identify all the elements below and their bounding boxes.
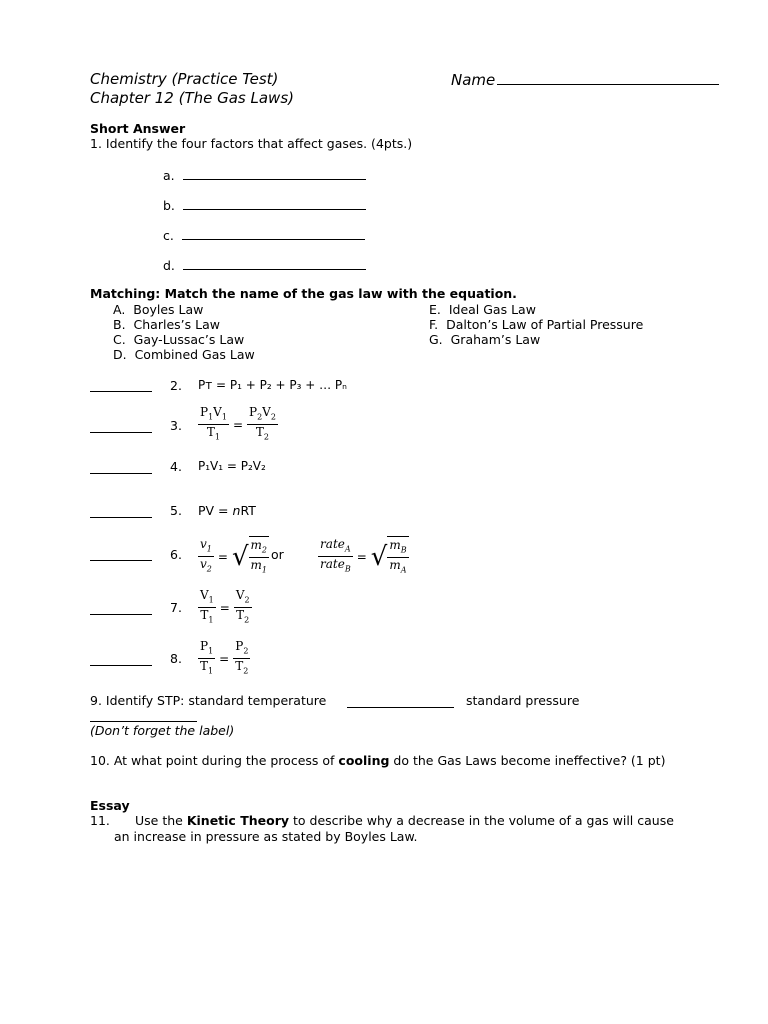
q11-text: to describe why a decrease in the volume of a gas will cause — [289, 813, 674, 828]
question-9: 9. Identify STP: standard temperature — [90, 693, 327, 708]
law-c — [113, 332, 244, 347]
pressure-blank — [90, 721, 197, 722]
law-letter: G. — [429, 332, 443, 347]
answer-blank-7 — [90, 614, 152, 615]
ideal-gas-equation — [198, 503, 256, 518]
law-name: Graham’s Law — [450, 332, 541, 347]
law-letter: D. — [113, 347, 127, 362]
law-f — [429, 317, 643, 332]
answer-blank-4 — [90, 473, 152, 474]
q10-text: 10. At what point during the process of — [90, 753, 339, 768]
answer-blank-8 — [90, 665, 152, 666]
gay-lussac-equation: $\frac{P_1}{T_1}$ = $\frac{P_2}{T_2}$ — [200, 639, 249, 676]
question-1: 1. Identify the four factors that affect gases. (4pts.) — [90, 136, 413, 151]
answer-blank — [182, 226, 365, 240]
question-6-number: 6. — [170, 547, 182, 562]
law-letter: C. — [113, 332, 126, 347]
answer-blank — [183, 256, 366, 270]
answer-b — [163, 196, 366, 213]
essay-heading: Essay — [90, 798, 130, 813]
option-label: b. — [163, 198, 175, 213]
answer-blank-2 — [90, 391, 152, 392]
law-name: Ideal Gas Law — [448, 302, 536, 317]
question-8-number: 8. — [170, 651, 182, 666]
answer-blank-3 — [90, 432, 152, 433]
q11-bold: Kinetic Theory — [186, 813, 290, 828]
law-name: Gay-Lussac’s Law — [133, 332, 245, 347]
law-d — [113, 347, 255, 362]
question-4-number: 4. — [170, 459, 182, 474]
answer-d — [163, 256, 366, 273]
answer-blank-5 — [90, 517, 152, 518]
or-text: or — [271, 547, 284, 562]
law-letter: F. — [429, 317, 439, 332]
answer-blank-6 — [90, 560, 152, 561]
law-a — [113, 302, 203, 317]
answer-c — [163, 226, 365, 243]
question-10 — [90, 753, 665, 768]
question-2-number: 2. — [170, 378, 182, 393]
combined-gas-equation: $\frac{P_1V_1}{T_1}$ = $\frac{P_2V_2}{T_2}$ — [200, 405, 276, 442]
name-label: Name — [451, 71, 496, 89]
question-11-line2: an increase in pressure as stated by Boyles Law. — [114, 829, 418, 844]
question-3-number: 3. — [170, 418, 182, 433]
question-11 — [135, 813, 674, 828]
charles-equation: $\frac{V_1}{T_1}$ = $\frac{V_2}{T_2}$ — [200, 588, 250, 625]
law-b — [113, 317, 220, 332]
q10-text: do the Gas Laws become ineffective? (1 pt) — [389, 753, 666, 768]
law-g — [429, 332, 540, 347]
answer-blank — [183, 196, 366, 210]
law-letter: A. — [113, 302, 126, 317]
answer-a — [163, 166, 366, 183]
law-name: Boyles Law — [133, 302, 204, 317]
label-note: (Don’t forget the label) — [90, 723, 235, 738]
name-blank — [497, 70, 719, 85]
matching-heading: Matching: Match the name of the gas law with the equation. — [90, 286, 517, 301]
chapter-title: Chapter 12 (The Gas Laws) — [90, 89, 294, 107]
question-11-number: 11. — [90, 813, 110, 828]
option-label: d. — [163, 258, 175, 273]
eq-var: n — [232, 503, 241, 518]
law-letter: E. — [429, 302, 441, 317]
dalton-equation: Pᴛ = P₁ + P₂ + P₃ + … Pₙ — [198, 378, 347, 392]
eq-part: PV = — [198, 503, 233, 518]
question-5-number: 5. — [170, 503, 182, 518]
name-field — [451, 70, 719, 89]
boyles-equation: P₁V₁ = P₂V₂ — [198, 459, 266, 473]
q11-text: Use the — [135, 813, 187, 828]
question-9-pressure: standard pressure — [466, 693, 580, 708]
grahams-equation-velocity: $\frac{v_1}{v_2}$ = √ $\frac{m_2}{m_1}$ — [198, 536, 269, 578]
test-title: Chemistry (Practice Test) — [90, 70, 279, 88]
law-name: Charles’s Law — [133, 317, 220, 332]
option-label: c. — [163, 228, 174, 243]
law-name: Dalton’s Law of Partial Pressure — [446, 317, 644, 332]
eq-part: RT — [240, 503, 256, 518]
law-e — [429, 302, 536, 317]
grahams-equation-rate: $\frac{rate_A}{rate_B}$ = √ $\frac{m_B}{m_A}$ — [318, 536, 409, 578]
law-letter: B. — [113, 317, 126, 332]
short-answer-heading: Short Answer — [90, 121, 186, 136]
law-name: Combined Gas Law — [134, 347, 255, 362]
answer-blank — [183, 166, 366, 180]
option-label: a. — [163, 168, 175, 183]
question-7-number: 7. — [170, 600, 182, 615]
q10-bold: cooling — [338, 753, 390, 768]
temperature-blank — [347, 707, 454, 708]
